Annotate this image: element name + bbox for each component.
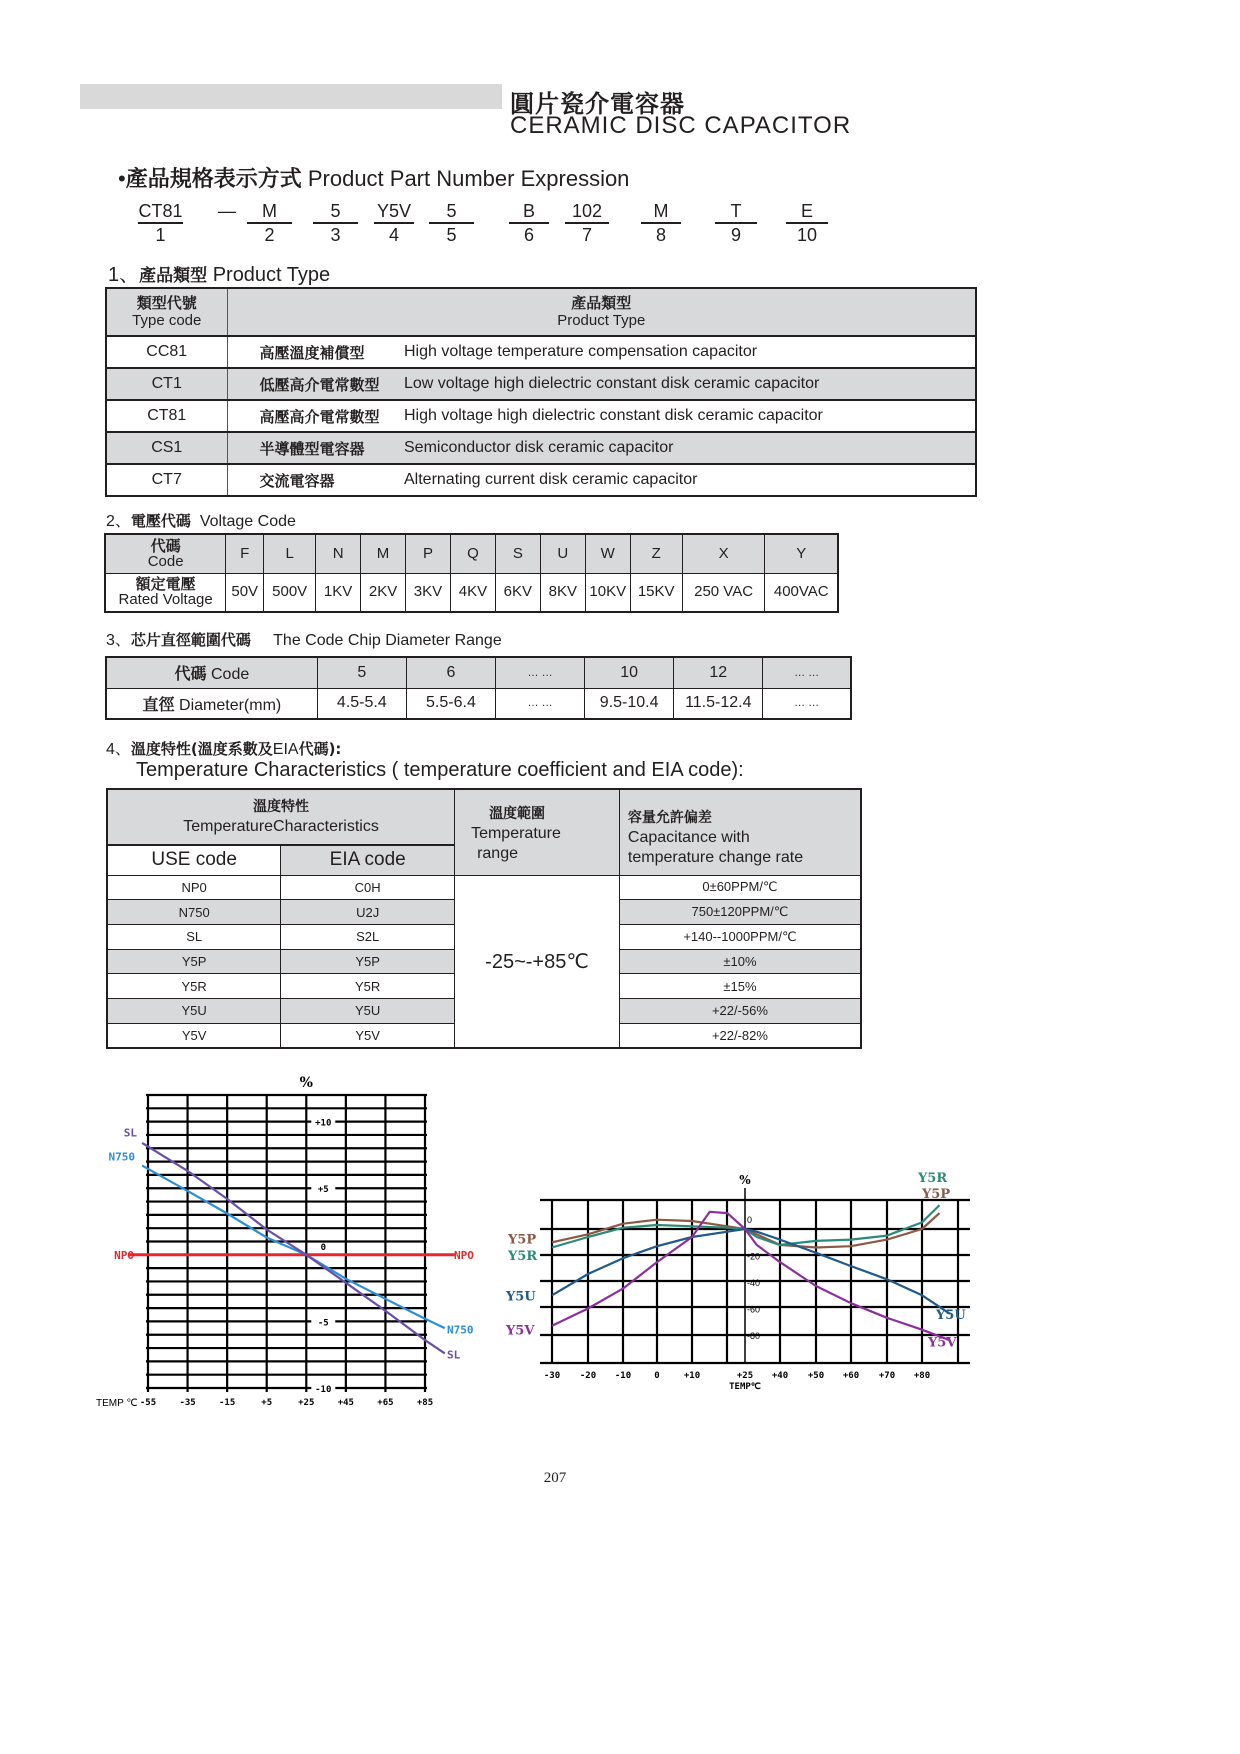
type-code: CT81: [106, 400, 227, 432]
voltage-code-cell: X: [682, 534, 765, 573]
voltage-code-cell: Z: [630, 534, 682, 573]
eia-code: U2J: [281, 900, 455, 925]
part-segment: T 9: [715, 201, 757, 245]
eia-code: Y5U: [281, 998, 455, 1023]
type-name-cn: 半導體型電容器: [227, 432, 403, 464]
voltage-code-cell: W: [585, 534, 630, 573]
capacitance-tolerance: 0±60PPM/℃: [619, 875, 861, 900]
diameter-code-cell: 5: [317, 657, 406, 688]
svg-text:-35: -35: [179, 1398, 196, 1408]
svg-text:-10: -10: [614, 1371, 632, 1381]
page-title-cn: 圓片瓷介電容器: [510, 90, 685, 118]
type-name-cn: 交流電容器: [227, 464, 403, 496]
svg-text:+40: +40: [771, 1371, 789, 1381]
svg-text:SL: SL: [123, 1126, 137, 1140]
product-type-table: [105, 287, 977, 497]
product-type-heading: 1、產品類型 Product Type: [108, 264, 331, 286]
table-header-row: 類型代號 Type code 產品類型 Product Type: [106, 288, 976, 336]
page-number: 207: [543, 1470, 567, 1486]
voltage-code-cell: P: [406, 534, 451, 573]
table-row: [106, 400, 976, 432]
part-segment: CT81 1: [138, 201, 183, 245]
part-number-heading: •產品規格表示方式 Product Part Number Expression: [118, 166, 630, 192]
chart-grid: [146, 1095, 427, 1392]
svg-text:Y5V: Y5V: [506, 1323, 535, 1339]
svg-text:+5: +5: [317, 1185, 329, 1196]
svg-text:+10: +10: [315, 1118, 332, 1129]
type-name-en: Alternating current disk ceramic capacitor: [403, 464, 976, 496]
header-gray-bar: [80, 84, 502, 109]
svg-text:Y5R: Y5R: [508, 1249, 538, 1265]
svg-text:-80: -80: [747, 1331, 761, 1341]
svg-text:%: %: [739, 1173, 751, 1187]
part-segment: M 8: [641, 201, 681, 245]
chart-capacitance-change: [500, 1160, 980, 1392]
rated-voltage-cell: 2KV: [361, 573, 406, 612]
table-row: [106, 368, 976, 400]
eia-code: Y5P: [281, 949, 455, 974]
page-title-en: CERAMIC DISC CAPACITOR: [510, 112, 852, 139]
rated-voltage-cell: 10KV: [585, 573, 630, 612]
diameter-code-cell: 10: [585, 657, 674, 688]
use-code: Y5U: [107, 998, 281, 1023]
svg-text:N750: N750: [447, 1323, 474, 1337]
svg-text:Y5U: Y5U: [936, 1307, 966, 1323]
voltage-code-cell: F: [226, 534, 264, 573]
voltage-code-cell: Q: [450, 534, 495, 573]
diameter-range-cell: 4.5-5.4: [317, 688, 406, 719]
type-name-en: High voltage high dielectric constant disk ceramic capacitor: [403, 400, 976, 432]
diameter-range-cell: … …: [496, 688, 585, 719]
diameter-row: 直徑 Diameter(mm) 4.5-5.4 5.5-6.4 … … 9.5-10.4 11.5-12.4 … …: [106, 688, 851, 719]
part-segment: 5 3: [313, 201, 358, 245]
svg-text:Y5R: Y5R: [918, 1171, 948, 1186]
rated-voltage-cell: 500V: [264, 573, 316, 612]
svg-text:-30: -30: [543, 1371, 561, 1381]
eia-code: C0H: [281, 875, 455, 900]
chart-temp-coefficient: [90, 1065, 510, 1420]
diameter-code-cell: … …: [496, 657, 585, 688]
svg-text:-20: -20: [747, 1251, 761, 1262]
svg-text:+60: +60: [842, 1371, 860, 1381]
svg-text:-40: -40: [747, 1278, 761, 1288]
code-row: 代碼 Code 5 6 … … 10 12 … …: [106, 657, 851, 688]
part-segment: E 10: [786, 201, 828, 245]
svg-text:+85: +85: [416, 1398, 434, 1408]
rated-voltage-cell: 50V: [226, 573, 264, 612]
part-segment: M 2: [247, 201, 292, 245]
svg-text:Y5P: Y5P: [508, 1232, 537, 1248]
capacitance-tolerance: +140--1000PPM/℃: [619, 924, 861, 949]
diameter-range-cell: 11.5-12.4: [674, 688, 763, 719]
svg-text:+10: +10: [683, 1371, 701, 1381]
svg-text:+65: +65: [377, 1398, 394, 1408]
rated-voltage-cell: 6KV: [495, 573, 540, 612]
svg-text:-60: -60: [747, 1304, 761, 1315]
rated-voltage-cell: 1KV: [316, 573, 361, 612]
svg-text:%: %: [299, 1075, 313, 1091]
temp-char-heading-cn: 4、溫度特性(溫度系數及EIA代碼):: [106, 740, 342, 758]
table-row: [106, 336, 976, 368]
voltage-code-cell: U: [540, 534, 585, 573]
svg-text:+45: +45: [337, 1398, 354, 1408]
voltage-code-table: [104, 533, 839, 613]
diameter-code-cell: 6: [406, 657, 495, 688]
rated-voltage-cell: 400VAC: [765, 573, 838, 612]
type-name-cn: 低壓高介電常數型: [227, 368, 403, 400]
part-segment: B 6: [509, 201, 549, 245]
capacitance-tolerance: ±10%: [619, 949, 861, 974]
rated-voltage-row: 額定電壓 Rated Voltage 50V 500V 1KV 2KV 3KV 4KV 6KV 8KV 10KV 15KV 250 VAC 400VAC: [105, 573, 838, 612]
svg-text:-10: -10: [315, 1385, 332, 1395]
code-row: 代碼 Code F L N M P Q S U W Z X Y: [105, 534, 838, 573]
rated-voltage-cell: 250 VAC: [682, 573, 765, 612]
svg-text:0: 0: [747, 1215, 753, 1225]
svg-text:Y5V: Y5V: [928, 1335, 957, 1351]
table-row: [106, 432, 976, 464]
diameter-code-cell: 12: [674, 657, 763, 688]
voltage-code-cell: L: [264, 534, 316, 573]
table-row: [107, 875, 861, 900]
diameter-range-cell: … …: [763, 688, 851, 719]
use-code: NP0: [107, 875, 281, 900]
svg-text:+80: +80: [913, 1371, 931, 1381]
part-segment: 5 5: [429, 201, 474, 245]
type-name-cn: 高壓高介電常數型: [227, 400, 403, 432]
svg-text:Y5P: Y5P: [922, 1187, 951, 1202]
svg-text:0: 0: [320, 1242, 326, 1253]
temp-char-table: 溫度特性 TemperatureCharacteristics 溫度範圍 Temperature range 容量允許偏差 Capacitance with temperature change rate USE code EIA code NP0 C0H -25~-+85℃ 0±60PPM/℃ N750 U2J 750±120PPM/℃ SL S2L +140--1000PPM/℃ Y5P Y5P ±10% Y5R Y5R ±15% Y5U Y5U +22/-56% Y5V Y5V +22/-82%: [106, 788, 862, 1049]
type-code: CT7: [106, 464, 227, 496]
table-row: [106, 464, 976, 496]
diameter-code-cell: … …: [763, 657, 851, 688]
capacitance-tolerance: +22/-82%: [619, 1023, 861, 1048]
part-segment: Y5V 4: [374, 201, 414, 245]
svg-text:-55: -55: [139, 1398, 157, 1408]
svg-text:+50: +50: [807, 1371, 825, 1381]
type-name-en: High voltage temperature compensation capacitor: [403, 336, 976, 368]
rated-voltage-cell: 3KV: [406, 573, 451, 612]
svg-text:-15: -15: [219, 1398, 236, 1408]
voltage-code-cell: M: [361, 534, 406, 573]
use-code: Y5V: [107, 1023, 281, 1048]
svg-text:-20: -20: [579, 1371, 597, 1381]
type-code: CC81: [106, 336, 227, 368]
svg-text:TEMP ℃: TEMP ℃: [96, 1398, 138, 1409]
svg-text:NPO: NPO: [114, 1248, 134, 1262]
temp-char-heading-en: Temperature Characteristics ( temperature coefficient and EIA code):: [136, 759, 744, 781]
use-code: SL: [107, 924, 281, 949]
type-code: CS1: [106, 432, 227, 464]
diameter-range-cell: 9.5-10.4: [585, 688, 674, 719]
type-code: CT1: [106, 368, 227, 400]
eia-code: Y5R: [281, 974, 455, 999]
bullet-icon: •: [118, 166, 126, 191]
part-segment: 102 7: [565, 201, 609, 245]
eia-code: S2L: [281, 924, 455, 949]
type-name-en: Low voltage high dielectric constant disk ceramic capacitor: [403, 368, 976, 400]
use-code: N750: [107, 900, 281, 925]
svg-text:0: 0: [654, 1371, 660, 1381]
svg-text:Y5U: Y5U: [506, 1289, 536, 1305]
temperature-range: -25~-+85℃: [455, 875, 620, 1048]
part-dash: —: [218, 201, 236, 221]
voltage-code-cell: N: [316, 534, 361, 573]
svg-text:-5: -5: [317, 1318, 329, 1329]
diameter-range-cell: 5.5-6.4: [406, 688, 495, 719]
diameter-heading: 3、芯片直徑範圍代碼 The Code Chip Diameter Range: [106, 631, 502, 649]
type-name-cn: 高壓溫度補償型: [227, 336, 403, 368]
voltage-code-cell: S: [495, 534, 540, 573]
diameter-table: [105, 656, 852, 720]
svg-text:+70: +70: [878, 1371, 896, 1381]
voltage-code-heading: 2、電壓代碼 Voltage Code: [106, 512, 296, 530]
rated-voltage-cell: 8KV: [540, 573, 585, 612]
type-name-en: Semiconductor disk ceramic capacitor: [403, 432, 976, 464]
rated-voltage-cell: 4KV: [450, 573, 495, 612]
use-code: Y5P: [107, 949, 281, 974]
eia-code: Y5V: [281, 1023, 455, 1048]
svg-text:+25: +25: [736, 1371, 754, 1381]
svg-text:SL: SL: [447, 1348, 461, 1362]
svg-text:+25: +25: [298, 1398, 315, 1408]
voltage-code-cell: Y: [765, 534, 838, 573]
capacitance-tolerance: ±15%: [619, 974, 861, 999]
capacitance-tolerance: +22/-56%: [619, 998, 861, 1023]
svg-text:TEMP℃: TEMP℃: [729, 1382, 761, 1392]
rated-voltage-cell: 15KV: [630, 573, 682, 612]
capacitance-tolerance: 750±120PPM/℃: [619, 900, 861, 925]
use-code: Y5R: [107, 974, 281, 999]
svg-text:+5: +5: [261, 1398, 273, 1408]
chart-series: [552, 1205, 950, 1340]
svg-text:NPO: NPO: [454, 1248, 474, 1262]
svg-text:N750: N750: [108, 1150, 135, 1164]
